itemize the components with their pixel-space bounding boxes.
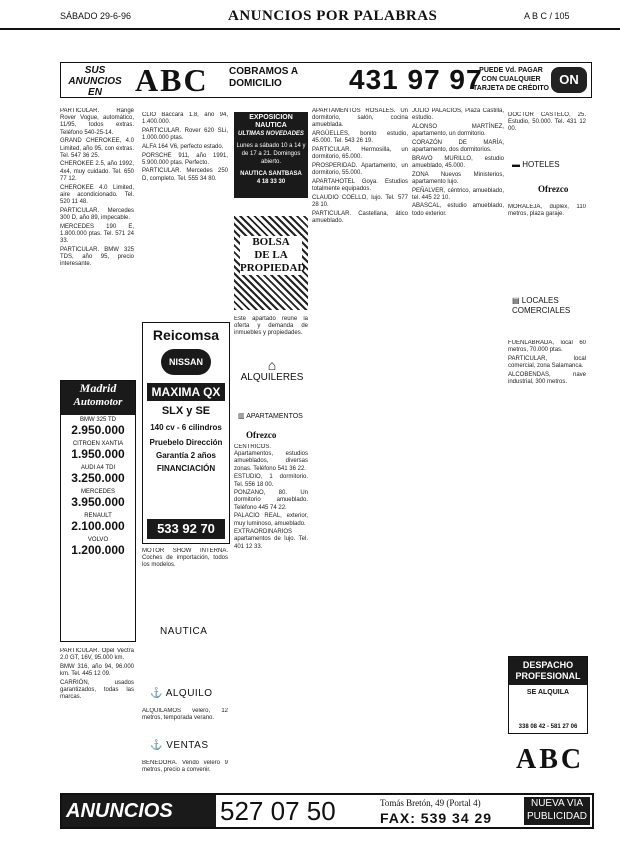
classified-ad: ZONA Nuevos Ministerios, apartamento lujo. [412,171,504,185]
anchor-icon: ⚓ [150,688,163,699]
column-6-hoteles-text [508,204,586,284]
shop-icon: ▤ [512,296,520,305]
classified-ad: DOCTOR CASTELO, 25. Estudio, 50.000. Tel. 431 12 00. [508,112,586,133]
column-2-top [142,112,228,312]
expo-text: Lunes a sábado 10 a 14 y de 17 a 21. Domingos abierto. [236,143,306,165]
footer-address: Tomás Bretón, 49 (Portal 4) [380,798,481,808]
page-date: SÁBADO 29-6-96 [60,11,132,21]
classified-ad: PARTICULAR. Hermosilla, un dormitorio, 65.000. [312,147,408,161]
classified-ad: ALCOBENDAS, nave industrial, 300 metros. [508,371,586,386]
classified-ad: PROSPERIDAD. Apartamento, un dormitorio, 55.000. [312,162,408,177]
payment-logo: ON [551,67,587,93]
classified-ad: PARTICULAR, local comercial, zona Salamanca. [508,355,586,370]
car-model: BMW 325 TD [80,417,116,423]
classified-ad: CHEROKEE 2.5, año 1992, 4x4, muy cuidado. Tel. 650 77 12. [60,161,134,182]
column-4 [312,108,408,790]
classified-ad: CLIO Baccara 1.8, año 94, 1.400.000. [142,112,228,126]
model-name: MAXIMA QX [147,383,225,401]
promo-text: Pruebelo Dirección Garantía 2 años FINANCIACIÓN [149,438,223,473]
column-3-text [234,444,308,790]
section-alquilo [150,688,213,699]
car-model: CITROEN XANTIA [72,441,124,447]
bolsa-line-3: PROPIEDAD [240,262,306,274]
column-1-bottom [60,648,134,788]
classified-ad: ALONSO MARTÍNEZ, apartamento, un dormitorio. [412,123,504,138]
ventas-label: VENTAS [166,740,209,751]
nissan-logo: NISSAN [161,349,211,375]
classified-ad: ALFA 164 V6, perfecto estado. [142,143,224,150]
classified-ad: BRAVO MURILLO, estudio amueblado, 45.000. [412,155,504,169]
car-price: 1.950.000 [71,447,125,461]
footer-ad [60,793,594,854]
column-2-benedora [142,760,228,790]
despacho-phone: 338 08 42 - 581 27 06 [518,724,578,730]
classified-ad: PARTICULAR. Castellana, ático amueblado. [312,210,408,224]
banner-middle-text: COBRAMOS A DOMICILIO [229,66,298,89]
exposicion-nautica-ad [234,112,308,198]
hoteles-label: HOTELES [522,160,560,169]
classified-ad: MERCEDES 190 E, 1.800.000 ptas. Tel. 571 24 33. [60,223,134,244]
despacho-sub: SE ALQUILA [526,689,570,696]
expo-sub: ULTIMAS NOVEDADES [238,131,304,137]
classified-ad: PALACIO REAL, exterior, muy luminoso, amueblado. [234,513,308,527]
column-6-locales-text [508,340,586,540]
abc-logo-small: ABC [516,744,585,775]
madrid-title: Madrid [79,381,117,395]
car-row [63,537,133,557]
car-model: VOLVO [87,537,109,543]
car-row [63,417,133,437]
car-row [63,489,133,509]
expo-name: NAUTICA SANTBASA [240,171,302,177]
madrid-sub: Automotor [73,396,123,408]
classified-ad: BENEDORA. Vendo velero 9 metros, precio a convenir. [142,760,228,774]
classified-ad: APARTAHOTEL Goya. Estudios totalmente equipados. [312,178,408,193]
classified-ad: CLAUDIO COELLO, lujo. Tel. 577 28 10. [312,194,408,208]
section-locales [512,296,586,316]
classified-ad: ARGÜELLES, bonito estudio, 45.000. Tel. 543 26 19. [312,131,408,145]
bolsa-caption [234,316,308,352]
section-ventas [150,740,209,751]
footer-fax: FAX: 539 34 29 [380,810,493,826]
classified-ad: MORALEJA, duplex, 110 metros, plaza garaje. [508,204,586,218]
reicomsa-nissan-ad [142,322,230,544]
classified-ad: MOTOR SHOW INTERNA. Coches de importación, todos los modelos. [142,548,228,569]
expo-phone: 4 18 33 30 [256,179,286,185]
car-row [63,513,133,533]
abc-logo: ABC [135,62,209,98]
classified-ad: PEÑALVER, céntrico, amueblado, tel. 445 22 10. [412,187,504,201]
model-cv: 140 cv - 6 cilindros [150,423,222,432]
bolsa-propiedad-ad [234,216,308,310]
car-model: RENAULT [84,513,112,519]
madrid-automotor-header [61,381,135,415]
apartamentos-label: APARTAMENTOS [246,413,303,420]
classified-ad: CORAZÓN DE MARÍA, apartamento, dos dormitorios. [412,139,504,154]
classified-ad: PARTICULAR. Range Rover Vogue, automático, 11/95, todos extras. Teléfono 540-25-14. [60,108,134,136]
house-icon: ⌂ [267,357,277,373]
car-model: MERCEDES [80,489,115,495]
alquilo-label: ALQUILO [165,688,213,699]
ofrezco-label: Ofrezco [246,430,277,440]
footer-anuncios: ANUNCIOS ABC [62,795,216,827]
section-hoteles [512,160,560,169]
classified-ad: PARTICULAR. Opel Vectra 2.0 GT, 16V, 95.000 km. [60,648,134,662]
classified-ad: BMW 316, año 94, 96.000 km. Tel. 445 12 09. [60,663,134,678]
ofrezco-label-hoteles: Ofrezco [538,184,569,194]
column-6-top [508,112,586,152]
madrid-automotor-ad [60,380,136,642]
page-title: ANUNCIOS POR PALABRAS [228,8,438,24]
classified-ad: EXTRAORDINARIOS apartamentos de lujo. Tel. 401 12 33. [234,529,308,550]
reicomsa-phone: 533 92 70 [147,519,225,539]
alquileres-label: ALQUILERES [240,372,304,383]
classified-ad: ESTUDIO, 1 dormitorio. Tel. 556 18 00. [234,474,308,488]
classified-ad: PARTICULAR. Mercedes 250 D, completo. Tel. 555 34 80. [142,168,228,182]
banner-right-text: PUEDE Vd. PAGAR CON CUALQUIER TARJETA DE CRÉDITO [473,67,549,92]
anchor-icon: ⚓ [150,740,163,751]
page-number: A B C / 105 [524,11,570,21]
bolsa-line-2: DE LA [254,249,288,261]
bed-icon: ▬ [512,160,520,169]
classified-ad: CHEROKEE 4.0 Limited, aire acondicionado. Tel. 520 11 48. [60,184,134,205]
classified-ad: FUENLABRADA, local 60 metros, 70.000 ptas. [508,340,586,354]
car-model: AUDI A4 TDI [80,465,116,471]
column-2-alquilamos [142,708,228,738]
column-5 [412,108,504,790]
car-list [61,415,135,559]
footer-phone: 527 07 50 [220,796,336,826]
expo-title: EXPOSICION NAUTICA [249,114,293,129]
bolsa-caption-text: Este apartado reúne la oferta y demanda de inmuebles y propiedades. [234,316,308,337]
classified-ad: CARRIÓN, usados garantizados, todas las marcas. [60,679,134,701]
section-nautica: NAUTICA [160,626,208,637]
classified-ad: PARTICULAR. Rover 620 SLi, 1.000.000 ptas. [142,127,228,142]
page-header [0,6,620,30]
reicomsa-name: Reicomsa [152,327,220,343]
despacho-profesional-ad [508,656,588,734]
classified-ad: PARTICULAR. BMW 325 TDS, año 95, precio interesante. [60,246,134,268]
building-icon: ▥ [238,413,245,420]
top-banner-ad [60,62,592,98]
car-row [63,441,133,461]
classified-ad: PORSCHE 911, año 1991, 5.900.000 ptas. Perfecto. [142,152,228,166]
classified-ad: PARTICULAR. Mercedes 300 D, año 89, impecable. [60,207,134,221]
car-price: 2.950.000 [71,423,125,437]
model-trim: SLX y SE [161,405,211,417]
banner-phone: 431 97 97 [349,64,483,95]
bolsa-line-1: BOLSA [252,236,290,248]
despacho-title: DESPACHO PROFESIONAL [509,657,587,685]
car-price: 3.950.000 [71,495,125,509]
classified-ad: JULIO PALACIOS, Plaza Castilla, estudio. [412,108,504,122]
car-price: 3.250.000 [71,471,125,485]
classified-ad: GRAND CHEROKEE, 4.0 Limited, año 95, con extras. Tel. 547 36 25. [60,138,134,159]
section-alquileres [236,358,308,383]
classified-ad: ABASCAL, estudio amueblado, todo exterior. [412,203,504,217]
car-row [63,465,133,485]
footer-brand: NUEVA VIA PUBLICIDAD [524,797,590,825]
banner-left-text: SUS ANUNCIOS EN [68,65,122,98]
bolsa-title [240,236,306,275]
classified-ad: CENTRICOS. Apartamentos, estudios amueblados, diversas zonas. Teléfono 541 36 22. [234,444,308,472]
column-2-motorshow [142,548,228,608]
classified-ad: APARTAMENTOS ROSALES. Un dormitorio, salón, cocina amueblada. [312,108,408,129]
classified-ad: ALQUILAMOS velero, 12 metros, temporada verano. [142,708,228,722]
car-price: 1.200.000 [71,543,125,557]
car-price: 2.100.000 [71,519,125,533]
classified-ad: PONZANO, 80. Un dormitorio amueblado. Teléfono 445 74 22. [234,490,308,511]
section-apartamentos [238,412,303,420]
locales-label: LOCALES COMERCIALES [512,296,571,315]
